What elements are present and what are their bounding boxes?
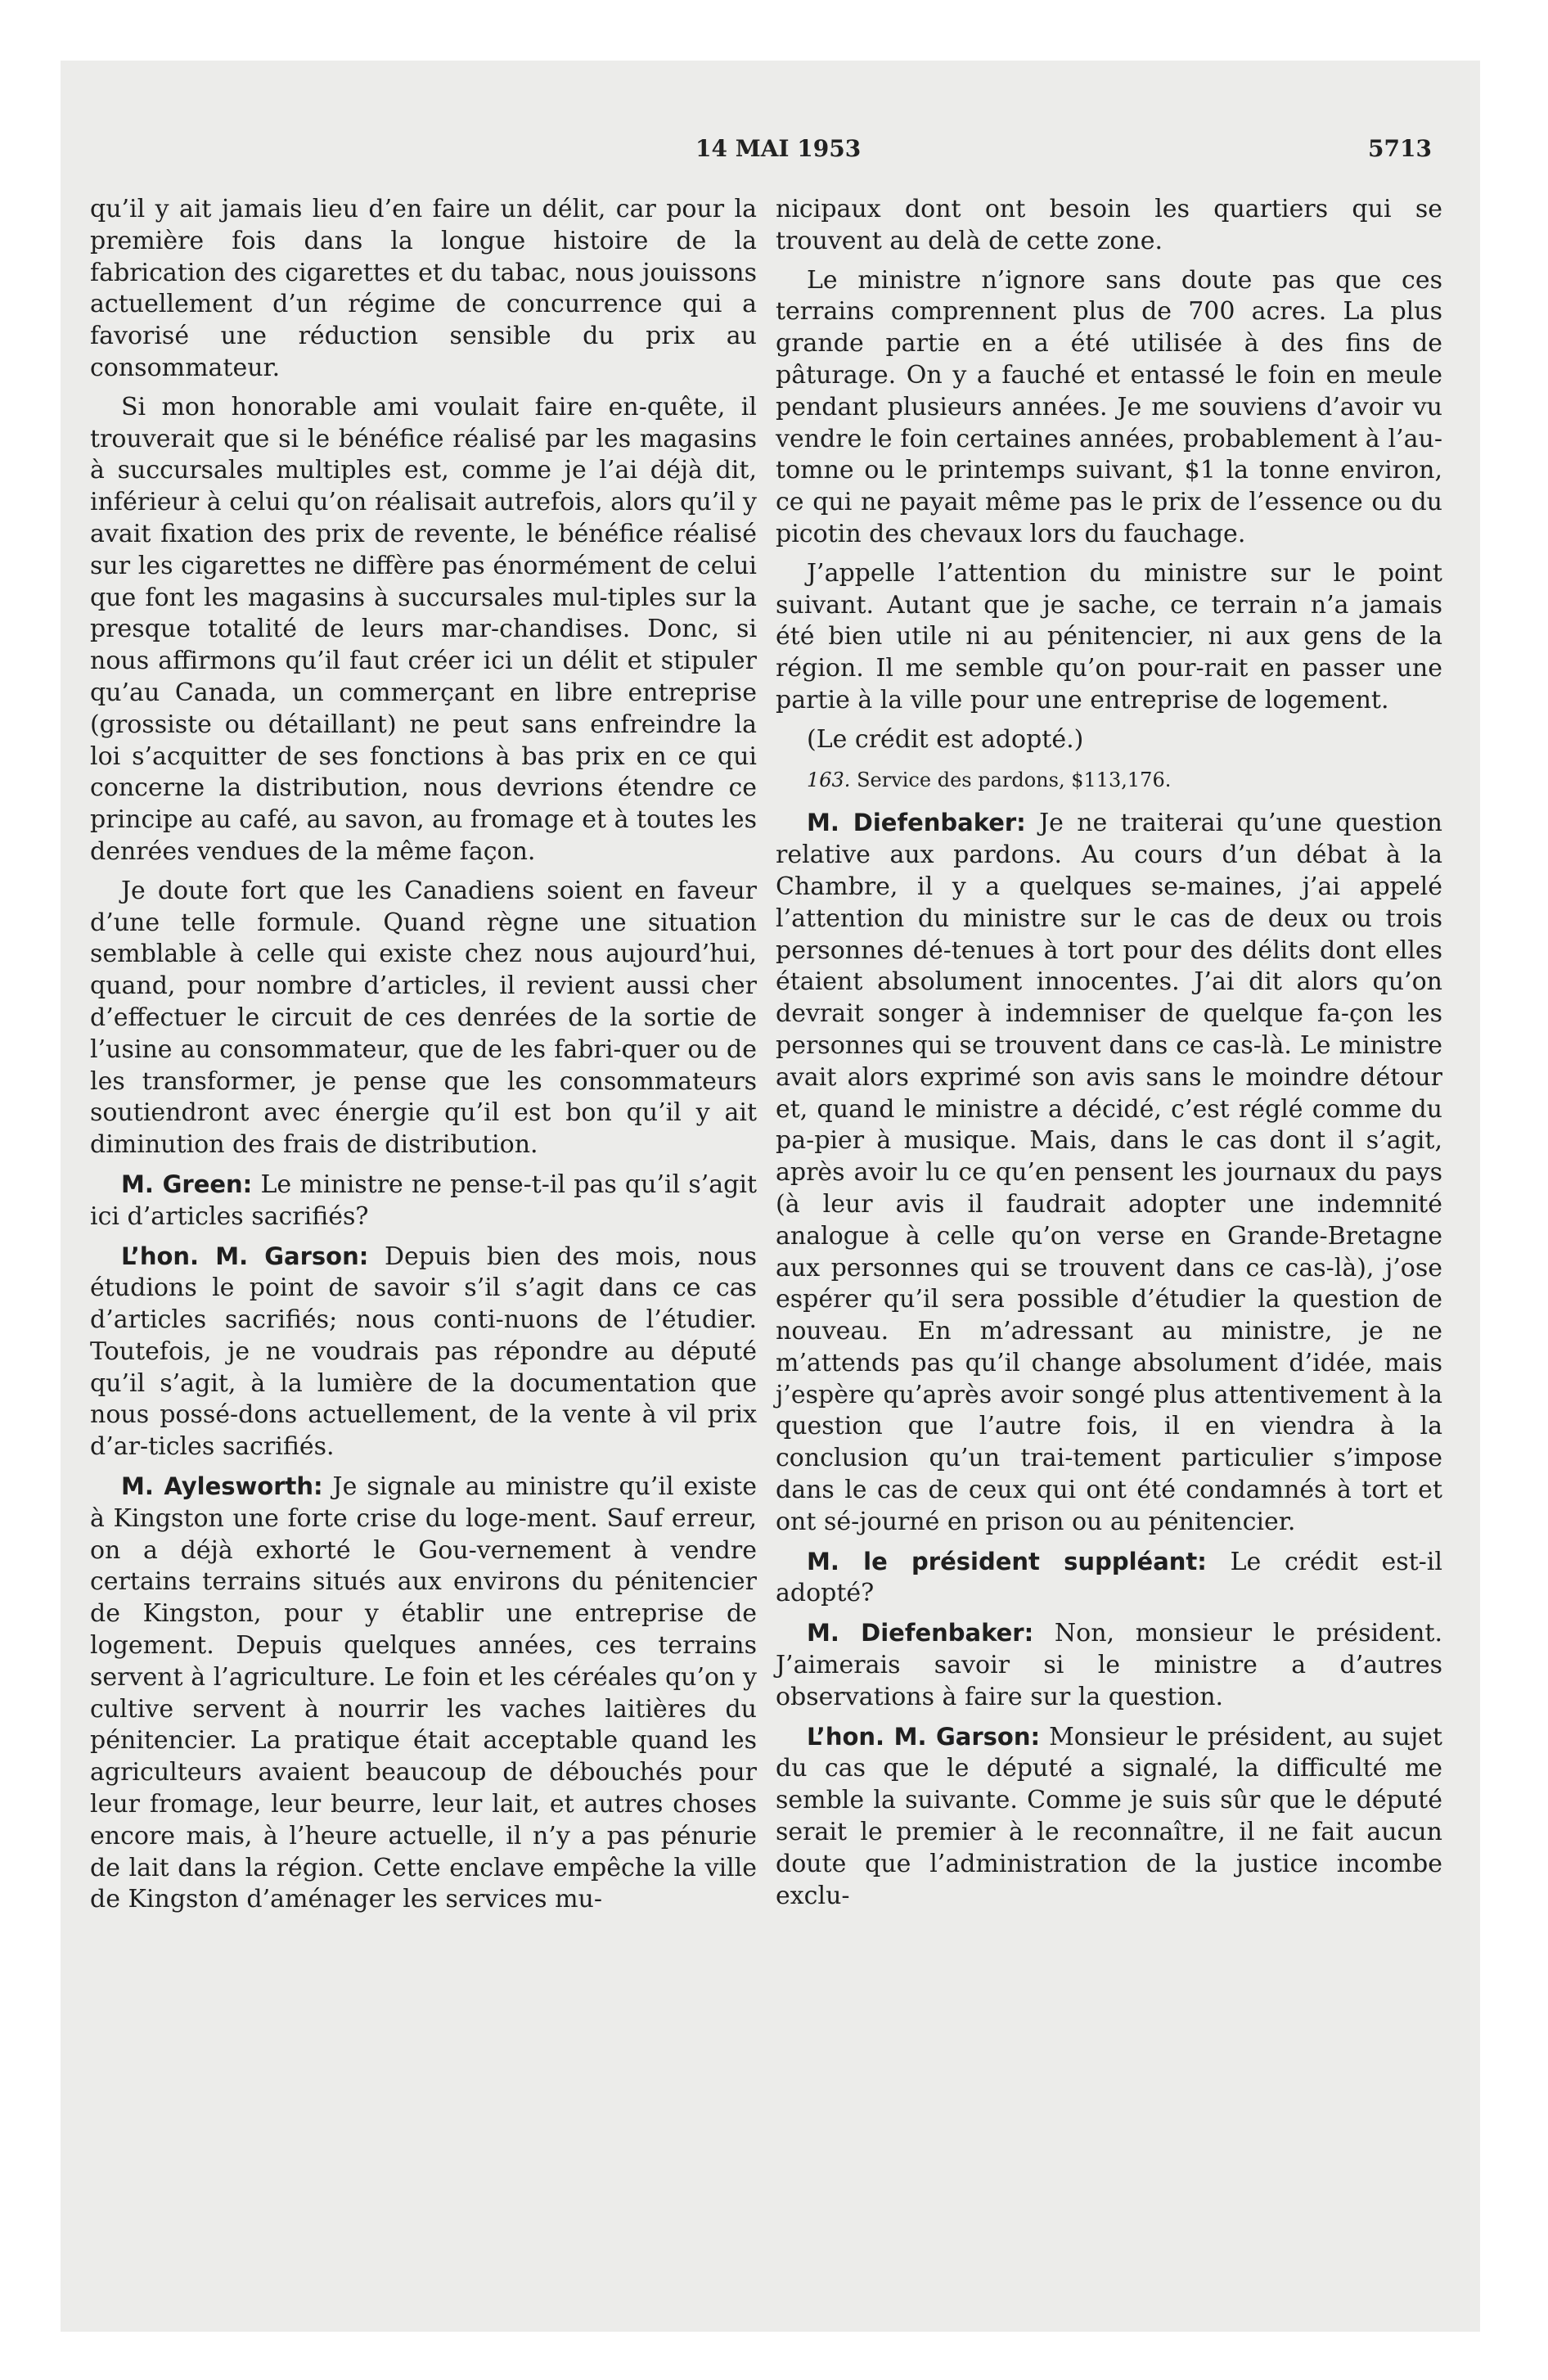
paragraph: Je doute fort que les Canadiens soient en faveur d’une telle formule. Quand règne une situation semblable à celle qui existe chez nous aujourd’hui, quand, pour nombre d’articles, il revient aussi cher d’effectuer le circuit de ces denrées de la sortie de l’usine au consommateur, que de les fabri-quer ou de les transformer, je pense que les consommateurs soutiendront avec énergie qu’il est bon qu’il y ait diminution des frais de distribution. (90, 876, 757, 1160)
speech-diefenbaker (776, 807, 1442, 1538)
paragraph-continuation: qu’il y ait jamais lieu d’en faire un délit, car pour la première fois dans la longue histoire de la fabrication des cigarettes et du tabac, nous jouissons actuellement d’un régime de concurrence qui a favorisé une réduction sensible du prix au consommateur. (90, 195, 757, 382)
vote-adopted: (Le crédit est adopté.) (807, 724, 1084, 754)
item-text: Service des pardons, $113,176. (857, 768, 1172, 791)
running-header (0, 135, 1548, 168)
speech-text: Le crédit est-il adopté? (776, 1547, 1442, 1608)
speech-text: Non, monsieur le président. J’aimerais savoir si le ministre a d’autres observations à faire sur la question. (776, 1619, 1442, 1711)
speech-garson (776, 1721, 1442, 1913)
speech-text: Je signale au ministre qu’il existe à Kingston une forte crise du loge-ment. Sauf erreur, on a déjà exhorté le Gou-vernement à vendre certains terrains situés aux environs du pénitencier de Kingston, pour y établir une entreprise de logement. Depuis quelques années, ces terrains servent à l’agriculture. Le foin et les céréales qu’on y cultive servent à nourrir les vaches laitières du pénitencier. La pratique était acceptable quand les agriculteurs avaient beaucoup de débouchés pour leur fromage, leur beurre, leur lait, et autres choses encore mais, à l’heure actuelle, il n’y a pas pénurie de lait dans la région. Cette enclave empêche la ville de Kingston d’aménager les services mu- (90, 1472, 757, 1914)
speaker-name: M. Green: (121, 1170, 253, 1198)
item-number: 163. (807, 768, 851, 791)
page-number: 5713 (1368, 135, 1432, 162)
speech-text: Le ministre ne pense-t-il pas qu’il s’agit ici d’articles sacrifiés? (90, 1170, 758, 1231)
speaker-name: M. Aylesworth: (121, 1472, 323, 1501)
speech-text: Depuis bien des mois, nous étudions le point de savoir s’il s’agit dans ce cas d’articles sacrifiés; nous conti-nuons de l’étudier. Toutefois, je ne voudrais pas répondre au député qu’il s’agit, à la lumière de la documentation que nous possé-dons actuellement, de la vente à vil prix d’ar-ticles sacrifiés. (90, 1242, 757, 1462)
left-column (90, 194, 757, 1923)
speaker-name: M. Diefenbaker: (807, 809, 1026, 837)
speech-aylesworth (90, 1471, 757, 1916)
right-column (776, 194, 1442, 1919)
speaker-name: L’hon. M. Garson: (121, 1242, 369, 1270)
speech-green (90, 1169, 757, 1233)
speech-text: Je ne traiterai qu’une question relative aux pardons. Au cours d’un débat à la Chambre, il y a quelques se-maines, j’ai appelé l’attention du ministre sur le cas de deux ou trois personnes dé-tenues à tort pour des délits dont elles étaient absolument innocentes. J’ai dit alors qu’on devrait songer à indemniser de quelque fa-çon les personnes qui se trouvent dans ce cas-là. Le ministre avait alors exprimé son avis sans le moindre détour et, quand le ministre a décidé, c’est réglé comme du pa-pier à musique. Mais, dans le cas dont il s’agit, après avoir lu ce qu’en pensent les journaux du pays (à leur avis il faudrait adopter une indemnité analogue à celle qu’on verse en Grande-Bretagne aux personnes qui se trouvent dans ce cas-là), j’ose espérer qu’il sera possible d’étudier la question de nouveau. En m’adressant au ministre, je ne m’attends pas qu’il change absolument d’idée, mais j’espère qu’après avoir songé plus attentivement à la question que l’autre fois, il en viendra à la conclusion qu’un trai-tement particulier s’impose dans le cas de ceux qui ont été condamnés à tort et ont sé-journé en prison ou au pénitencier. (776, 809, 1442, 1536)
paragraph-continuation: nicipaux dont ont besoin les quartiers qui se trouvent au delà de cette zone. (776, 195, 1442, 255)
header-date: 14 MAI 1953 (695, 135, 862, 162)
paragraph: Le ministre n’ignore sans doute pas que ces terrains comprennent plus de 700 acres. La plus grande partie en a été utilisée à des fins de pâturage. On y a fauché et entassé le foin en meule pendant plusieurs années. Je me souviens d’avoir vu vendre le foin certaines années, probablement à l’au-tomne ou le printemps suivant, $1 la tonne environ, ce qui ne payait même pas le prix de l’essence ou du picotin des chevaux lors du fauchage. (776, 265, 1442, 548)
speech-deputy-chair (776, 1546, 1442, 1611)
speaker-name: M. le président suppléant: (807, 1547, 1207, 1575)
speech-diefenbaker (776, 1617, 1442, 1713)
speech-text: Monsieur le président, au sujet du cas que le député a signalé, la difficulté me semble la suivante. Comme je suis sûr que le député serait le premier à le reconnaître, il ne fait aucun doute que l’administration de la justice incombe exclu- (776, 1722, 1442, 1910)
speech-garson (90, 1241, 757, 1464)
speaker-name: L’hon. M. Garson: (807, 1722, 1041, 1751)
speaker-name: M. Diefenbaker: (807, 1619, 1034, 1648)
paragraph: J’appelle l’attention du ministre sur le point suivant. Autant que je sache, ce terrain n’a jamais été bien utile ni au pénitencier, ni aux gens de la région. Il me semble qu’on pour-rait en passer une partie à la ville pour une entreprise de logement. (776, 558, 1442, 714)
paragraph: Si mon honorable ami voulait faire en-quête, il trouverait que si le bénéfice réalisé par les magasins à succursales multiples est, comme je l’ai déjà dit, inférieur à celui qu’on réalisait autrefois, alors qu’il y avait fixation des prix de revente, le bénéfice réalisé sur les cigarettes ne diffère pas énormément de celui que font les magasins à succursales mul-tiples sur la presque totalité de leurs mar-chandises. Donc, si nous affirmons qu’il faut créer ici un délit et stipuler qu’au Canada, un commerçant en libre entreprise (grossiste ou détaillant) ne peut sans enfreindre la loi s’acquitter de ses fonctions à bas prix en ce qui concerne la distribution, nous devrions étendre ce principe au café, au savon, au fromage et à toutes les denrées vendues de la même façon. (90, 392, 757, 866)
estimate-item (776, 764, 1442, 796)
